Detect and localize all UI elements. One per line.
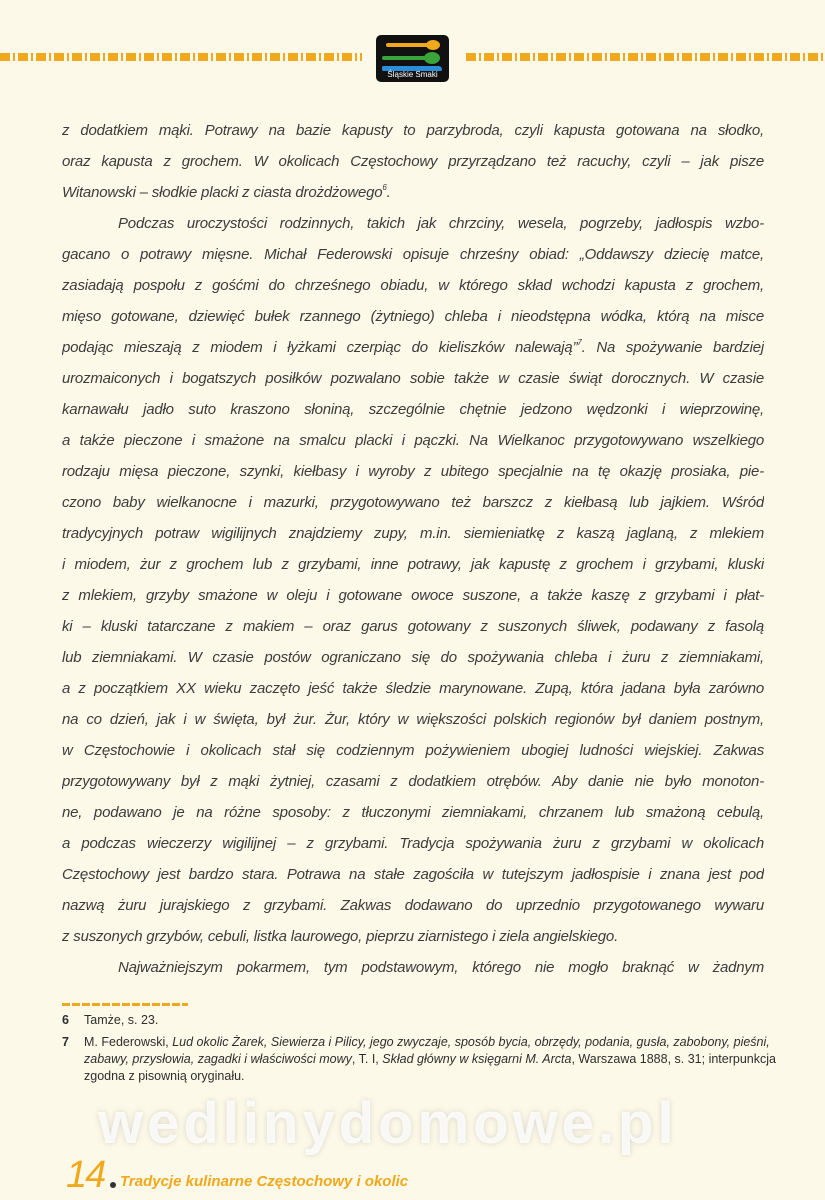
text-line-content: tradycyjnych potraw wigilijnych znajdziemy zupy, m.in. siemieniatkę z kaszą jaglaną, z mlekiem	[62, 525, 764, 542]
footnote-number: 7	[62, 1035, 69, 1049]
text-line-content: w Częstochowie i okolicach stał się codziennym pożywieniem ubogiej ludności wiejskiej. Zakwas	[62, 742, 764, 759]
text-line	[62, 304, 764, 335]
page-number: 14	[66, 1154, 105, 1196]
footnote-number: 6	[62, 1013, 69, 1027]
text-line-content: karnawału jadło suto kraszono słoniną, szczególnie chętnie jedzono wędzonki i wieprzowinę,	[62, 401, 764, 418]
text-line	[62, 614, 764, 645]
text-line-content: Podczas uroczystości rodzinnych, takich jak chrzciny, wesela, pogrzeby, jadłospis wzbo-	[118, 215, 764, 232]
text-line-content: rodzaju mięsa pieczone, szynki, kiełbasy i wyroby z ubitego specjalnie na tę okazję prosiaka, pie-	[62, 463, 764, 480]
body-text	[62, 118, 764, 986]
text-line	[62, 366, 764, 397]
text-line	[62, 862, 764, 893]
spoon-icon	[382, 56, 430, 60]
text-line-content: a podczas wieczerzy wigilijnej – z grzybami. Tradycja spożywania żuru z grzybami w okolicach	[62, 835, 764, 852]
footnote-reference[interactable]: 7	[577, 338, 582, 347]
text-line	[62, 211, 764, 242]
text-line	[62, 149, 764, 180]
text-line	[62, 521, 764, 552]
text-line	[62, 180, 764, 211]
text-line-continuation: . Na spożywanie bardziej	[581, 339, 764, 356]
text-line-content: z suszonych grzybów, cebuli, listka laurowego, pieprzu ziarnistego i ziela angielskiego.	[62, 928, 619, 945]
text-line-continuation: .	[386, 184, 391, 201]
footnote-separator	[62, 1003, 188, 1006]
text-line	[62, 645, 764, 676]
footnote-title: Lud okolic Żarek, Siewierza i Pilicy, jego zwyczaje, sposób bycia, obrzędy, podania, gusła, zabobony, pieśni, zabawy, przysłowia, zagadki i właściwości mowy	[84, 1035, 770, 1066]
text-line-content: lub ziemniakami. W czasie postów ograniczano się do spożywania chleba i żuru z ziemniakami,	[62, 649, 764, 666]
text-line	[62, 552, 764, 583]
text-line	[62, 242, 764, 273]
text-line	[62, 924, 764, 955]
footnote-6	[62, 1012, 782, 1029]
footnote-author: M. Federowski,	[84, 1035, 173, 1049]
text-line-content: Najważniejszym pokarmem, tym podstawowym, którego nie mogło braknąć w żadnym	[118, 959, 764, 976]
logo-text: Śląskie Smaki	[387, 70, 438, 79]
text-line	[62, 428, 764, 459]
text-line	[62, 397, 764, 428]
page-number-dot	[110, 1182, 116, 1188]
footnote-7	[62, 1034, 782, 1085]
text-line	[62, 273, 764, 304]
text-line-content: zasiadają pospołu z gośćmi do chrześnego obiadu, w którego skład wchodzi kapusta z grochem,	[62, 277, 764, 294]
text-line	[62, 738, 764, 769]
text-line-content: z dodatkiem mąki. Potrawy na bazie kapusty to parzybroda, czyli kapusta gotowana na słodko,	[62, 122, 764, 139]
footnote-text	[84, 1034, 782, 1085]
text-line-content: a także pieczone i smażone na smalcu placki i pączki. Na Wielkanoc przygotowywano wszelkiego	[62, 432, 764, 449]
text-line-content: oraz kapusta z grochem. W okolicach Częstochowy przyrządzano też racuchy, czyli – jak pisze	[62, 153, 764, 170]
text-line-content: Częstochowy jest bardzo stara. Potrawa na stałe zagościła w tutejszym jadłospisie i znana jest pod	[62, 866, 764, 883]
footnote-reference[interactable]: 6	[382, 183, 387, 192]
footnote-rest: , Warszawa 1888, s. 31; interpunkcja zgodna z pisownią oryginału.	[84, 1052, 776, 1083]
text-line-content: mięso gotowane, dziewięć bułek rzannego (żytniego) chleba i nieodstępna wódka, którą na misce	[62, 308, 764, 325]
text-line	[62, 118, 764, 149]
text-line	[62, 893, 764, 924]
text-line-content: ki – kluski tatarczane z makiem – oraz garus gotowany z suszonych śliwek, podawany z fasolą	[62, 618, 764, 635]
watermark: wedlinydomowe.pl	[98, 1091, 678, 1156]
text-line	[62, 459, 764, 490]
running-footer-title: Tradycje kulinarne Częstochowy i okolic	[120, 1173, 409, 1190]
text-line-content: nazwą żuru jurajskiego z grzybami. Zakwas dodawano do uprzednio przygotowanego wywaru	[62, 897, 764, 914]
text-line	[62, 769, 764, 800]
text-line-content: a z początkiem XX wieku zaczęto jeść także śledzie marynowane. Zupą, która jadana była zarówno	[62, 680, 764, 697]
text-line	[62, 831, 764, 862]
text-line-content: czono baby wielkanocne i mazurki, przygotowywano też barszcz z kiełbasą lub jajkiem. Wśród	[62, 494, 764, 511]
text-line	[62, 800, 764, 831]
text-line-content: Witanowski – słodkie placki z ciasta drożdżowego	[62, 184, 383, 201]
text-line-content: ne, podawano je na różne sposoby: z tłuczonymi ziemniakami, chrzanem lub smażoną cebulą,	[62, 804, 764, 821]
text-line-content: i miodem, żur z grochem lub z grzybami, inne potrawy, jak kapustę z grochem i grzybami, kluski	[62, 556, 764, 573]
text-line-content: na co dzień, jak i w święta, był żur. Żur, który w większości polskich regionów był daniem postnym,	[62, 711, 764, 728]
text-line	[62, 955, 764, 986]
footnote-publisher: Skład główny w księgarni M. Arcta	[382, 1052, 572, 1066]
text-line-content: podając mieszają z miodem i łyżkami czerpiąc do kieliszków nalewają”	[62, 339, 578, 356]
decorative-dotted-rule-left	[0, 53, 362, 61]
text-line	[62, 707, 764, 738]
decorative-dotted-rule-right	[466, 53, 825, 61]
text-line	[62, 583, 764, 614]
fork-icon	[386, 43, 434, 47]
text-line	[62, 676, 764, 707]
footnote-text: Tamże, s. 23.	[84, 1013, 159, 1027]
text-line-content: gacano o potrawy mięsne. Michał Federowski opisuje chrześny obiad: „Oddawszy dziecię matce,	[62, 246, 764, 263]
text-line-content: urozmaiconych i bogatszych posiłków pozwalano sobie także w czasie świąt dorocznych. W czasie	[62, 370, 764, 387]
text-line	[62, 490, 764, 521]
text-line-content: przygotowywany był z mąki żytniej, czasami z dodatkiem otrębów. Aby danie nie było monoton-	[62, 773, 764, 790]
slaskie-smaki-logo	[376, 35, 449, 82]
text-line	[62, 335, 764, 366]
footnote-volume: , T. I,	[351, 1052, 383, 1066]
text-line-content: z mlekiem, grzyby smażone w oleju i gotowane owoce suszone, a także kaszę z grzybami i płat-	[62, 587, 764, 604]
